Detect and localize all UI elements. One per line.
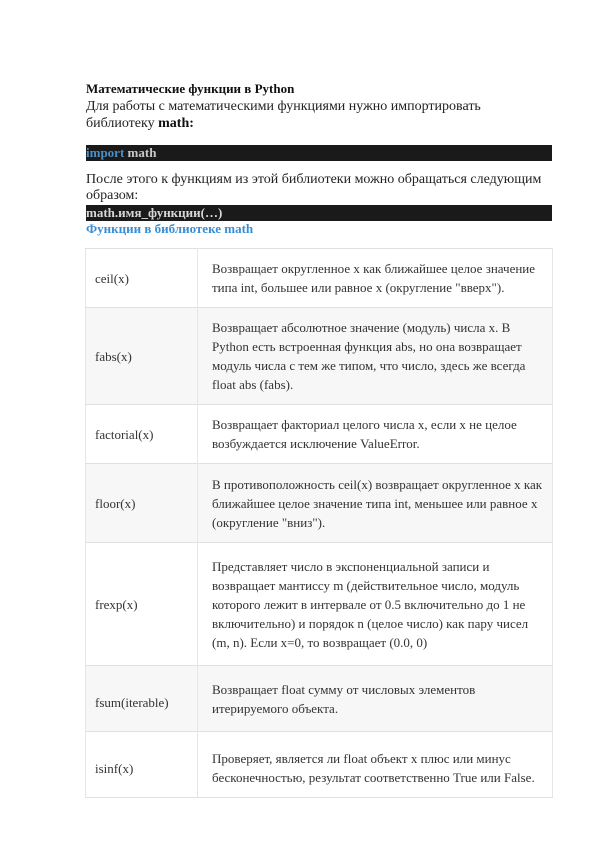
table-row [86, 543, 553, 666]
function-name: factorial(x) [86, 405, 198, 464]
intro-module-name: math: [158, 116, 194, 131]
table-row [86, 405, 553, 464]
function-name: ceil(x) [86, 249, 198, 308]
functions-subheading: Функции в библиотеке math [86, 221, 254, 236]
table-row [86, 464, 553, 543]
function-description: Возвращает абсолютное значение (модуль) числа x. В Python есть встроенная функция abs, но она возвращает модуль числа с тем же типом, что число, здесь же всегда float abs (fabs). [198, 308, 553, 405]
function-name: fsum(iterable) [86, 666, 198, 732]
code-keyword: import [86, 145, 125, 160]
usage-paragraph: После этого к функциям из этой библиотеки можно обращаться следующим образом: [86, 172, 542, 203]
table-row [86, 666, 553, 732]
function-description: Проверяет, является ли float объект x плюс или минус бесконечностью, результат соответственно True или False. [198, 732, 553, 798]
function-description: Представляет число в экспоненциальной записи и возвращает мантиссу m (действительное число, модуль которого лежит в интервале от 0.5 включительно до 1 не включительно) и порядок n (целое число) как пару чисел (m, n). Если x=0, то возвращает (0.0, 0) [198, 543, 553, 666]
function-description: В противоположность ceil(x) возвращает округленное x как ближайшее целое значение типа int, меньшее или равное x (округление "вниз"). [198, 464, 553, 543]
document-heading: Математические функции в Python [86, 81, 295, 96]
functions-table [85, 248, 553, 798]
function-name: isinf(x) [86, 732, 198, 798]
intro-text: Для работы с математическими функциями нужно импортировать библиотеку [86, 99, 481, 131]
function-name: floor(x) [86, 464, 198, 543]
table-row [86, 308, 553, 405]
intro-paragraph [86, 98, 526, 132]
table-row [86, 732, 553, 798]
table-row [86, 249, 553, 308]
function-description: Возвращает float сумму от числовых элементов итерируемого объекта. [198, 666, 553, 732]
code-import-block [86, 145, 552, 161]
function-name: fabs(x) [86, 308, 198, 405]
code-usage-block: math.имя_функции(…) [86, 205, 552, 221]
function-description: Возвращает факториал целого числа x, если x не целое возбуждается исключение ValueError. [198, 405, 553, 464]
function-description: Возвращает округленное x как ближайшее целое значение типа int, большее или равное x (округление "вверх"). [198, 249, 553, 308]
function-name: frexp(x) [86, 543, 198, 666]
code-module: math [127, 145, 157, 160]
